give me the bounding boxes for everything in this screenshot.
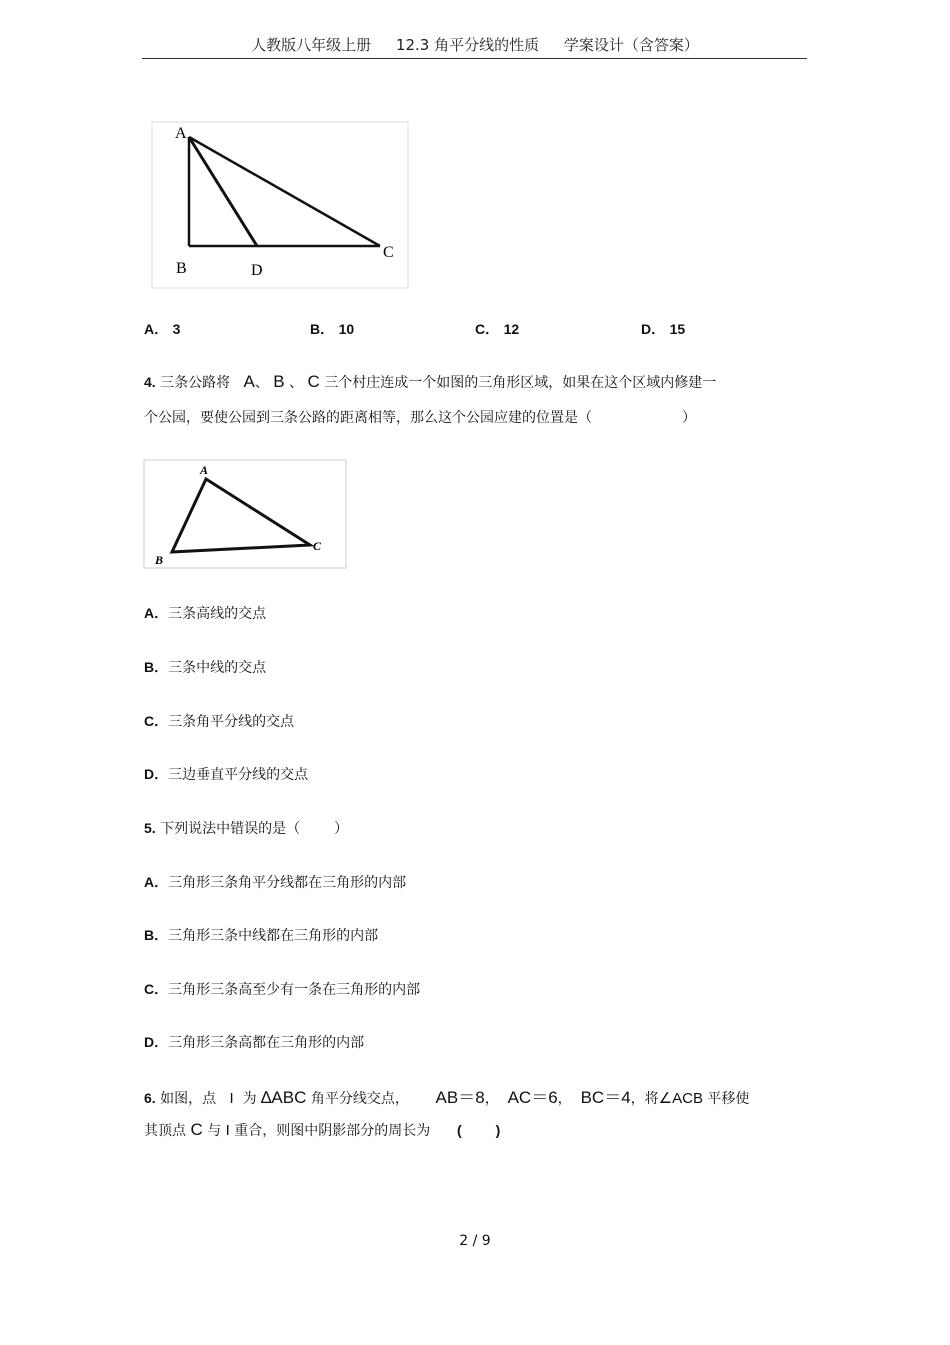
q3-option-a: A． 3 — [144, 321, 181, 337]
q4-option-b: B．三条中线的交点 — [144, 659, 267, 676]
header-type: 学案设计（含答案） — [563, 36, 699, 54]
label-c: C — [383, 244, 394, 261]
label-a: A — [175, 125, 187, 142]
q4-option-c: C．三条角平分线的交点 — [144, 713, 295, 730]
q6-line1: 6. 如图，点 I 为 ∆ABC 角平分线交点， AB＝8， AC＝6， BC＝4，将∠ACB 平移使 — [144, 1088, 750, 1107]
label-b: B — [155, 553, 164, 567]
q5-stem: 5. 下列说法中错误的是（ ） — [144, 820, 349, 837]
header-book: 人教版八年级上册 — [251, 36, 372, 54]
header-section: 12.3 角平分线的性质 — [395, 36, 540, 54]
q4-option-d: D．三边垂直平分线的交点 — [144, 766, 309, 783]
q3-option-d: D． 15 — [641, 321, 686, 337]
q3-option-b: B． 10 — [310, 321, 355, 337]
page-number: 2 / 9 — [459, 1233, 491, 1249]
q3-option-c: C． 12 — [475, 321, 520, 337]
q4-line1: 4. 三条公路将 A、 B 、 C 三个村庄连成一个如图的三角形区域，如果在这个区域内修建一 — [144, 372, 717, 391]
page-header — [0, 34, 950, 55]
q5-option-c: C．三角形三条高至少有一条在三角形的内部 — [144, 981, 421, 998]
header-divider — [142, 58, 807, 59]
q4-line2: 个公园，要使公园到三条公路的距离相等，那么这个公园应建的位置是（ ） — [144, 410, 696, 426]
label-a: A — [200, 463, 209, 477]
label-b: B — [176, 260, 187, 277]
figure-triangle-abd — [150, 120, 410, 290]
q5-option-b: B．三角形三条中线都在三角形的内部 — [144, 927, 379, 944]
figure-triangle-abc — [143, 459, 348, 569]
q5-option-a: A．三角形三条角平分线都在三角形的内部 — [144, 874, 407, 891]
q4-option-a: A．三条高线的交点 — [144, 605, 267, 622]
q6-line2: 其顶点 C 与 I 重合，则图中阴影部分的周长为 ( ) — [144, 1120, 501, 1139]
q5-option-d: D．三角形三条高都在三角形的内部 — [144, 1034, 365, 1051]
label-c: C — [313, 539, 322, 553]
label-d: D — [251, 262, 263, 279]
